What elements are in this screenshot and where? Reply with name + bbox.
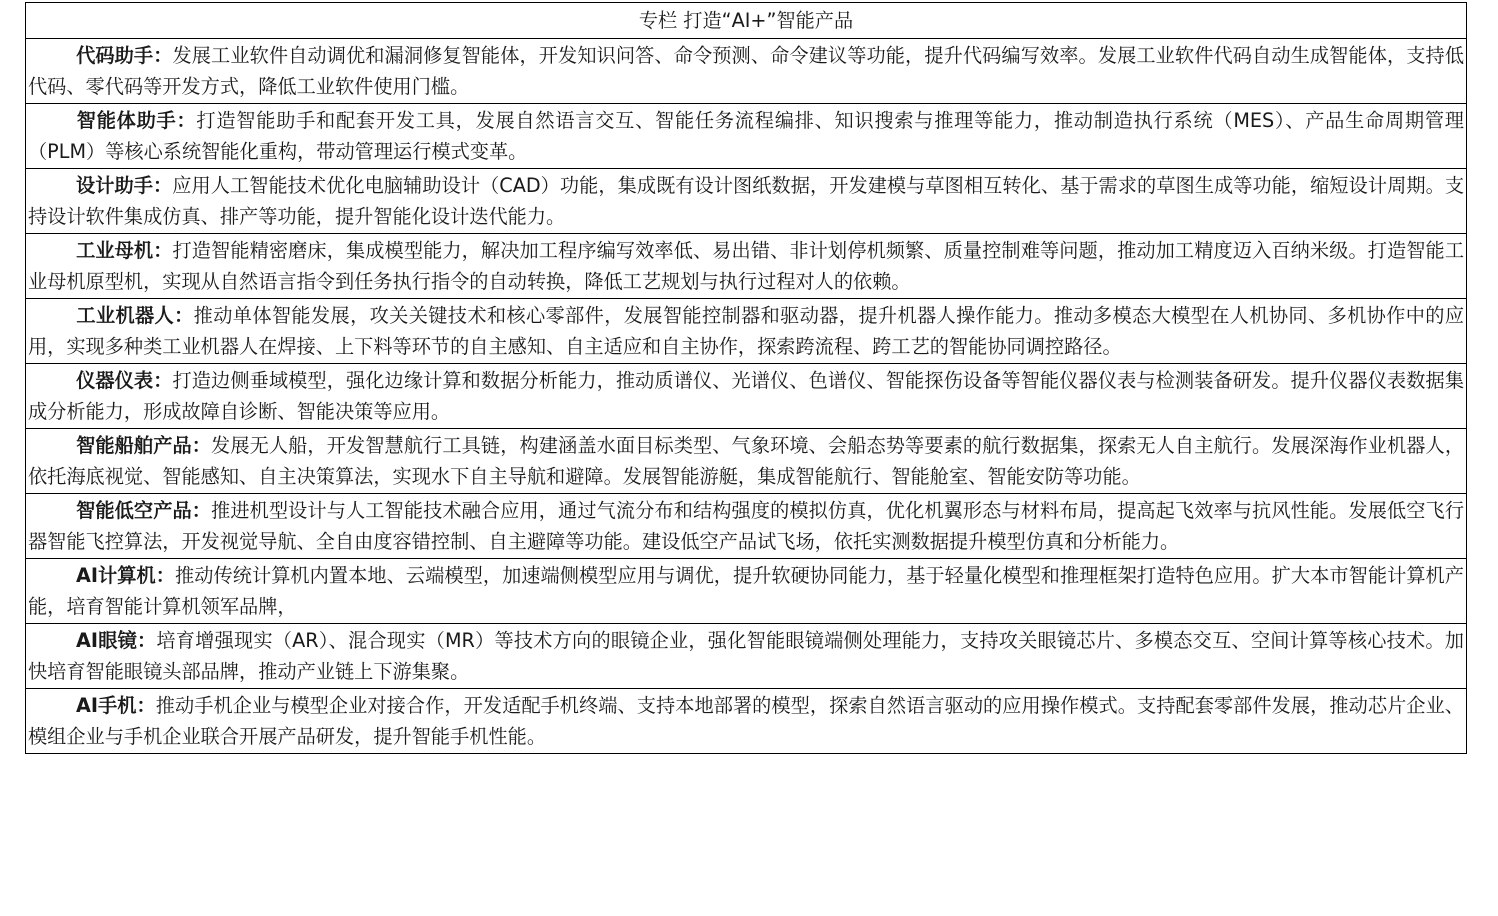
row-ai-phone	[26, 689, 1467, 754]
row-text: 培育增强现实（AR）、混合现实（MR）等技术方向的眼镜企业，强化智能眼镜端侧处理能力，支持攻关眼镜芯片、多模态交互、空间计算等核心技术。加快培育智能眼镜头部品牌，推动产业链上下游集聚。	[28, 629, 1464, 683]
table-row	[26, 559, 1467, 624]
row-instruments	[26, 364, 1467, 429]
table-row	[26, 104, 1467, 169]
row-heading: 工业机器人：	[76, 304, 194, 327]
table-title-row	[26, 3, 1467, 39]
row-heading: 仪器仪表：	[76, 369, 173, 392]
row-ai-glasses	[26, 624, 1467, 689]
row-heading: AI手机：	[76, 694, 156, 717]
row-text: 打造智能精密磨床，集成模型能力，解决加工程序编写效率低、易出错、非计划停机频繁、质量控制难等问题，推动加工精度迈入百纳米级。打造智能工业母机原型机，实现从自然语言指令到任务执行指令的自动转换，降低工艺规划与执行过程对人的依赖。	[28, 239, 1465, 293]
row-heading: AI计算机：	[76, 564, 175, 587]
table-row	[26, 39, 1467, 104]
row-text: 发展工业软件自动调优和漏洞修复智能体，开发知识问答、命令预测、命令建议等功能，提升代码编写效率。发展工业软件代码自动生成智能体，支持低代码、零代码等开发方式，降低工业软件使用门槛。	[28, 44, 1465, 98]
table-row	[26, 299, 1467, 364]
row-text: 推动单体智能发展，攻关关键技术和核心零部件，发展智能控制器和驱动器，提升机器人操作能力。推动多模态大模型在人机协同、多机协作中的应用，实现多种类工业机器人在焊接、上下料等环节的自主感知、自主适应和自主协作，探索跨流程、跨工艺的智能协同调控路径。	[28, 304, 1465, 358]
row-heading: 智能体助手：	[76, 109, 197, 132]
row-heading: 智能低空产品：	[76, 499, 212, 522]
table-title: 专栏 打造“AI+”智能产品	[26, 3, 1467, 39]
row-heading: 代码助手：	[76, 44, 173, 67]
row-heading: AI眼镜：	[76, 629, 157, 652]
document-table-wrapper	[25, 2, 1467, 754]
row-agent-assistant	[26, 104, 1467, 169]
row-code-assistant	[26, 39, 1467, 104]
row-heading: 工业母机：	[76, 239, 173, 262]
table-row	[26, 624, 1467, 689]
table-row	[26, 364, 1467, 429]
row-low-altitude	[26, 494, 1467, 559]
row-text: 推动传统计算机内置本地、云端模型，加速端侧模型应用与调优，提升软硬协同能力，基于轻量化模型和推理框架打造特色应用。扩大本市智能计算机产能，培育智能计算机领军品牌，	[28, 564, 1464, 618]
row-heading: 智能船舶产品：	[76, 434, 212, 457]
row-text: 应用人工智能技术优化电脑辅助设计（CAD）功能，集成既有设计图纸数据，开发建模与草图相互转化、基于需求的草图生成等功能，缩短设计周期。支持设计软件集成仿真、排产等功能，提升智能化设计迭代能力。	[28, 174, 1465, 228]
table-row	[26, 234, 1467, 299]
feature-table	[25, 2, 1467, 754]
row-smart-ship	[26, 429, 1467, 494]
row-industrial-robot	[26, 299, 1467, 364]
table-row	[26, 429, 1467, 494]
row-text: 打造智能助手和配套开发工具，发展自然语言交互、智能任务流程编排、知识搜索与推理等能力，推动制造执行系统（MES）、产品生命周期管理（PLM）等核心系统智能化重构，带动管理运行模式变革。	[28, 109, 1464, 163]
table-row	[26, 494, 1467, 559]
row-text: 推进机型设计与人工智能技术融合应用，通过气流分布和结构强度的模拟仿真，优化机翼形态与材料布局，提高起飞效率与抗风性能。发展低空飞行器智能飞控算法，开发视觉导航、全自由度容错控制、自主避障等功能。建设低空产品试飞场，依托实测数据提升模型仿真和分析能力。	[28, 499, 1465, 553]
row-design-assistant	[26, 169, 1467, 234]
row-machine-tool	[26, 234, 1467, 299]
table-row	[26, 689, 1467, 754]
row-heading: 设计助手：	[76, 174, 173, 197]
row-text: 打造边侧垂域模型，强化边缘计算和数据分析能力，推动质谱仪、光谱仪、色谱仪、智能探伤设备等智能仪器仪表与检测装备研发。提升仪器仪表数据集成分析能力，形成故障自诊断、智能决策等应用。	[28, 369, 1465, 423]
row-ai-computer	[26, 559, 1467, 624]
row-text: 发展无人船，开发智慧航行工具链，构建涵盖水面目标类型、气象环境、会船态势等要素的航行数据集，探索无人自主航行。发展深海作业机器人，依托海底视觉、智能感知、自主决策算法，实现水下自主导航和避障。发展智能游艇，集成智能航行、智能舱室、智能安防等功能。	[28, 434, 1465, 488]
row-text: 推动手机企业与模型企业对接合作，开发适配手机终端、支持本地部署的模型，探索自然语言驱动的应用操作模式。支持配套零部件发展，推动芯片企业、模组企业与手机企业联合开展产品研发，提升智能手机性能。	[28, 694, 1464, 748]
table-row	[26, 169, 1467, 234]
